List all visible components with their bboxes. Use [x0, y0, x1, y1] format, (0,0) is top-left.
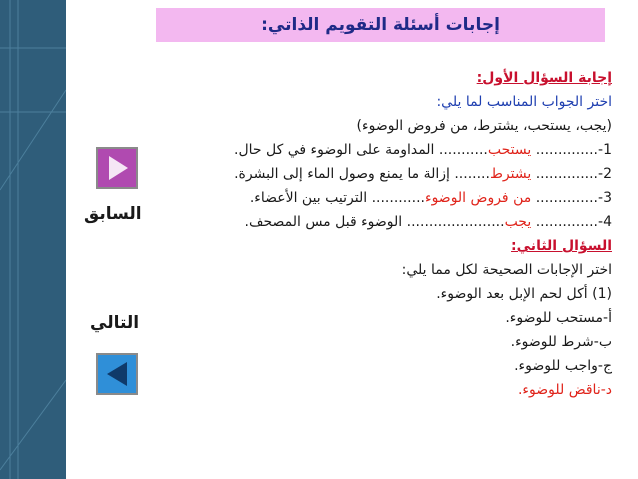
item-number: 3- [598, 190, 612, 206]
page-title: إجابات أسئلة التقويم الذاتي: [156, 8, 605, 42]
q1-item-4 [152, 210, 612, 234]
q2-option: ب-شرط للوضوء. [510, 334, 612, 350]
q1-choices: (يجب، يستحب، يشترط، من فروض الوضوء) [356, 118, 612, 134]
q1-heading: إجابة السؤال الأول: [476, 70, 612, 86]
next-label[interactable]: التالي [90, 313, 140, 333]
item-text: ........... المداومة على الوضوء في كل حال. [234, 142, 488, 158]
q1-instruction: اختر الجواب المناسب لما يلي: [436, 94, 612, 110]
item-text: ...................... الوضوء قبل مس المصحف. [244, 214, 505, 230]
item-answer: من فروض الوضوء [424, 190, 532, 206]
decorative-lines [0, 0, 66, 479]
main-content [152, 66, 612, 402]
q1-item-3 [152, 186, 612, 210]
item-answer: يجب [504, 214, 532, 230]
q2-question: (1) أكل لحم الإبل بعد الوضوء. [436, 286, 612, 302]
play-right-icon [98, 149, 136, 187]
item-number: 2- [598, 166, 612, 182]
item-text: ........ إزالة ما يمنع وصول الماء إلى البشرة. [234, 166, 490, 182]
item-number: 1- [598, 142, 612, 158]
prev-button[interactable] [96, 147, 138, 189]
item-answer: يشترط [489, 166, 532, 182]
item-dots: .............. [535, 166, 599, 182]
q2-heading: السؤال الثاني: [511, 238, 612, 254]
item-dots: .............. [535, 190, 599, 206]
item-number: 4- [598, 214, 612, 230]
item-answer: يستحب [487, 142, 532, 158]
q2-option-correct: د-ناقض للوضوء. [517, 382, 612, 398]
prev-label[interactable]: السابق [84, 204, 142, 224]
q1-item-2 [152, 162, 612, 186]
q2-option: ج-واجب للوضوء. [514, 358, 612, 374]
next-button[interactable] [96, 353, 138, 395]
item-text: ............ الترتيب بين الأعضاء. [249, 190, 425, 206]
q2-option: أ-مستحب للوضوء. [505, 310, 612, 326]
item-dots: .............. [535, 214, 599, 230]
play-left-icon [98, 355, 136, 393]
q2-instruction: اختر الإجابات الصحيحة لكل مما يلي: [401, 262, 612, 278]
item-dots: .............. [535, 142, 599, 158]
left-sidebar [0, 0, 66, 479]
q1-item-1 [152, 138, 612, 162]
